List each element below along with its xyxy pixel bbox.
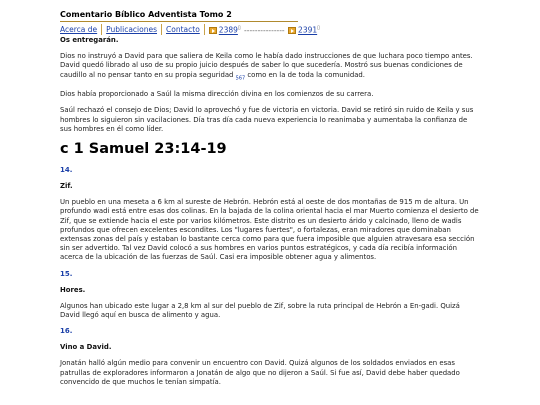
verse-15-heading: Hores.	[60, 285, 86, 294]
paragraph-1-text-a: Dios no instruyó a David para que saliera de Keila como le había dado instrucciones de que luchara poco tiempo antes. David quedó librado al uso de su propio juicio después de saber lo que sucedería. Mostró sus buenas condiciones de caudillo al no pensar tanto en su propia seguridad	[60, 52, 473, 79]
verse-14-text: Un pueblo en una meseta a 6 km al sureste de Hebrón. Hebrón está al oeste de dos montañas de 915 m de altura. Un profundo wadi está entre esas dos colinas. En la bajada de la colina oriental hacia el mar Muerto comienza el desierto de Zif, que se extiende hacia el este por varios kilómetros. Este distrito es un desierto árido y calcinado, lleno de wadis profundos que ofrecen excelentes escondites. Los "lugares fuertes", o fortalezas, eran miradores que dominaban extensas zonas del país y estaban lo bastante cerca como para que fuera imposible que alguien atravesara esa sección sin ser advertido. Tal vez David colocó a sus hombres en varios puntos estratégicos, y cada día recibía información acerca de la ubicación de las fuerzas de Saúl. Casi era imposible obtener agua y alimentos.	[60, 198, 479, 262]
verse-number-14: 14.	[60, 166, 73, 174]
top-nav	[60, 23, 480, 36]
next-page-icon[interactable]	[288, 27, 296, 34]
section-title: c 1 Samuel 23:14-19	[60, 141, 227, 157]
verse-16-text: Jonatán halló algún medio para convenir un encuentro con David. Quizá algunos de los soldados enviados en esas patrullas de exploradores informaron a Jonatán de algo que no dijeron a Saúl. Si fue así, David debe haber quedado convencido de que muchos le tenían simpatía.	[60, 359, 460, 386]
paragraph-1	[60, 52, 480, 83]
verse-number-15: 15.	[60, 269, 73, 278]
book-title: Comentario Bíblico Adventista Tomo 2	[60, 10, 298, 22]
page-number-ref[interactable]: 567	[235, 74, 246, 81]
verse-15-text: Algunos han ubicado este lugar a 2,8 km al sur del pueblo de Zif, sobre la ruta principal de Hebrón a En-gadi. Quizá David llegó aquí en busca de alimento y agua.	[60, 301, 460, 320]
verse-16-heading: Vino a David.	[60, 343, 112, 352]
commentary-content	[60, 36, 480, 394]
subheading-entregaran: Os entregarán.	[60, 36, 119, 44]
prev-page-link[interactable]: 2389	[218, 25, 238, 35]
page-nav	[205, 23, 324, 36]
header	[60, 2, 480, 36]
nav-dashes: ---------------	[244, 25, 285, 35]
nav-about-link[interactable]: Acerca de	[60, 24, 102, 35]
verse-number-16: 16.	[60, 327, 73, 336]
paragraph-2: Dios había proporcionado a Saúl la misma dirección divina en los comienzos de su carrera.	[60, 90, 374, 99]
paragraph-1-text-b: como en la de toda la comunidad.	[247, 70, 365, 79]
next-page-link[interactable]: 2391	[298, 25, 318, 35]
next-page-mark: ▯	[317, 25, 320, 32]
nav-contact-link[interactable]: Contacto	[162, 24, 205, 35]
verse-14-heading: Zif.	[60, 182, 73, 190]
prev-page-icon[interactable]	[209, 27, 217, 34]
nav-publications-link[interactable]: Publicaciones	[102, 24, 162, 35]
prev-page-mark: ▯	[237, 25, 241, 32]
paragraph-3: Saúl rechazó el consejo de Dios; David lo aprovechó y fue de victoria en victoria. David se retiró sin ruido de Keila y sus hombres lo siguieron sin vacilaciones. Día tras día cada nueva experiencia lo reanimaba y aumentaba la confianza de sus hombres en él como líder.	[60, 106, 474, 133]
